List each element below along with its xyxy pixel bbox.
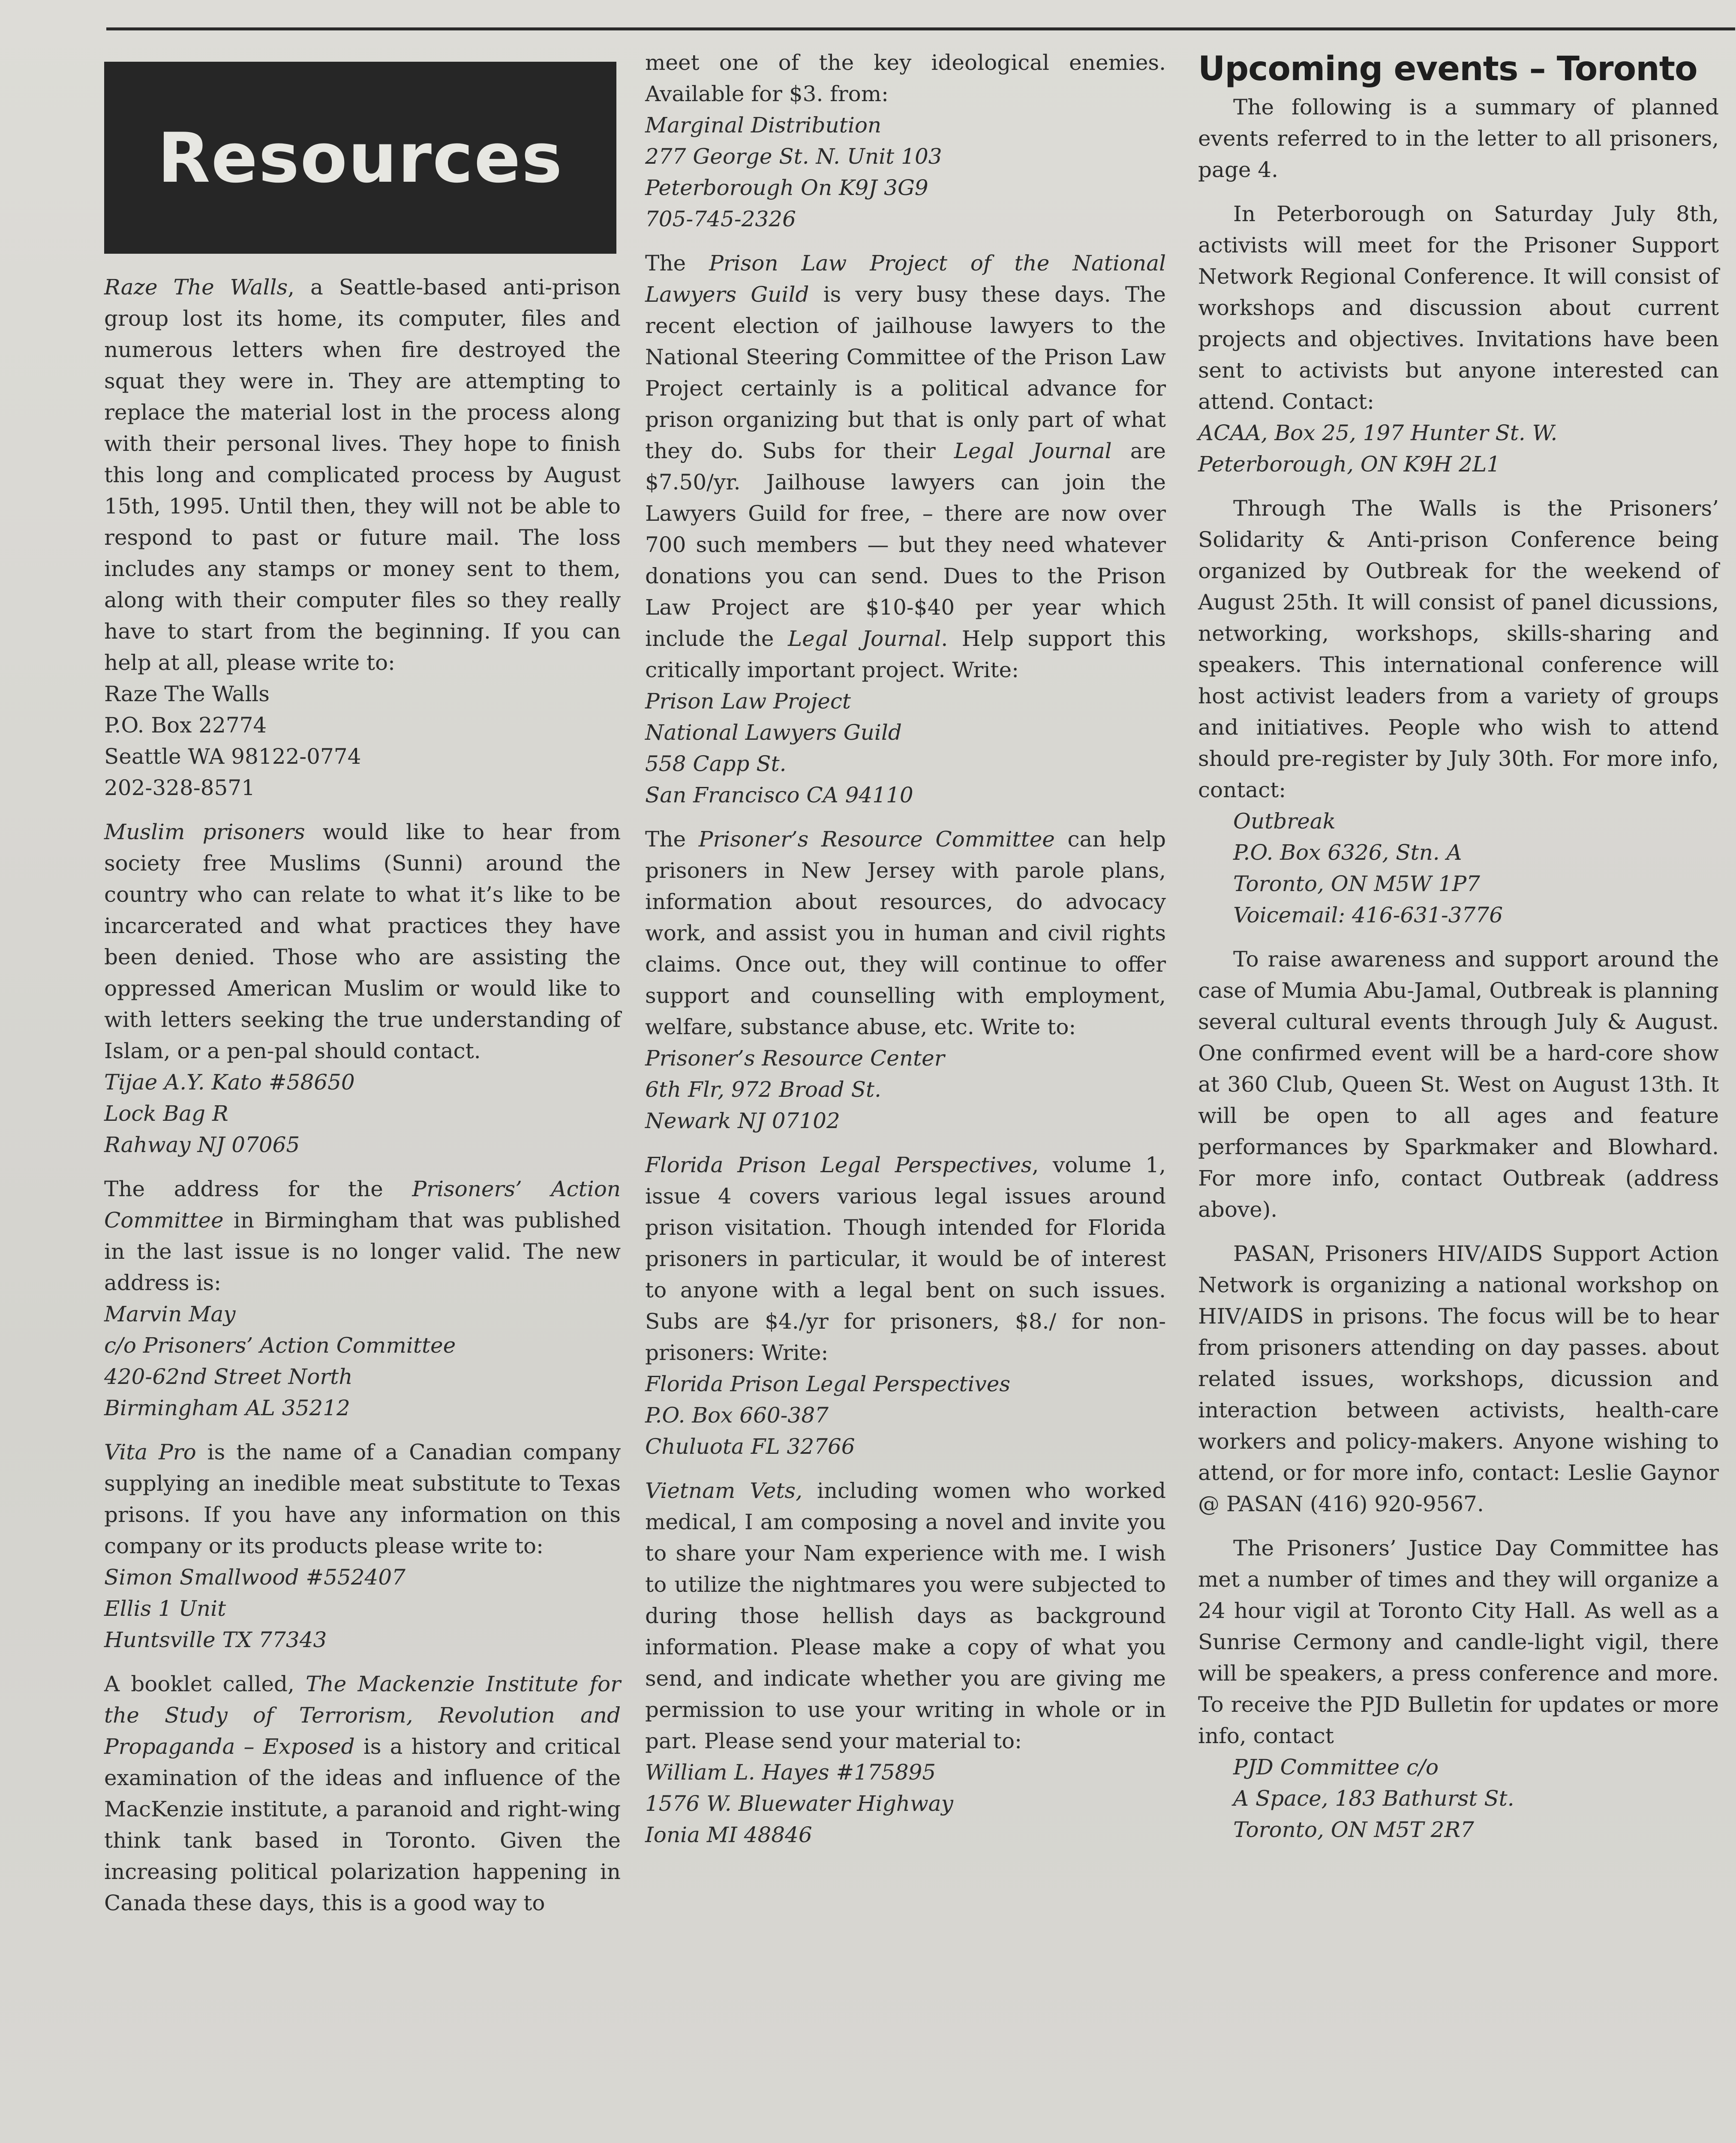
prisoners-resource-committee-item: The Prisoner’s Resource Committee can help prisoners in New Jersey with parole plans, information about resources, do advocacy work, and assist you in human and civil rights claims. Once out, they will continue to offer support and counselling with employment, welfare, substance abuse, etc. Write to: Prisoner’s Resource Center 6th Flr, 972 Broad St. Newark NJ 07102 — [645, 824, 1166, 1137]
address-line: A Space, 183 Bathurst St. — [1233, 1786, 1514, 1811]
address-line: Raze The Walls — [104, 681, 270, 706]
address-line: 202-328-8571 — [104, 775, 255, 800]
prisoners-action-committee-item: The address for the Prisoners’ Action Committee in Birmingham that was published in the last issue is no longer valid. The new address is: Marvin May c/o Prisoners’ Action Committee 420-62nd Street North Birmingham AL 35212 — [104, 1174, 621, 1424]
muslim-prisoners-item: Muslim prisoners would like to hear from society free Muslims (Sunni) around the country who can relate to what it’s like to be incarcerated and what practices they have been denied. Those who are assisting the oppressed American Muslim or would like to with letters seeking the true understanding of Islam, or a pen-pal should contact. Tijae A.Y. Kato #58650 Lock Bag R Rahway NJ 07065 — [104, 816, 621, 1161]
events-heading: Upcoming events – Toronto — [1198, 50, 1697, 88]
vietnam-vets-item: Vietnam Vets, including women who worked medical, I am composing a novel and invite you to share your Nam experience with me. I wish to utilize the nightmares you were subjected to during those hellish days as background information. Please make a copy of what you send, and indicate whether you are giving me permission to use your writing in whole or in part. Please send your material to: William L. Hayes #175895 1576 W. Bluewater Highway Ionia MI 48846 — [645, 1475, 1166, 1851]
address-line: 277 George St. N. Unit 103 — [645, 144, 942, 169]
pjd-event: The Prisoners’ Justice Day Committee has met a number of times and they will organize a 24 hour vigil at Toronto City Hall. As well as a Sunrise Cermony and candle-light vigil, there will be speakers, a press conference and more. To receive the PJD Bulletin for updates or more info, contact PJD Committee c/o A Space, 183 Bathurst St. Toronto, ON M5T 2R7 — [1198, 1533, 1719, 1846]
title-box — [104, 62, 616, 254]
address-line: 558 Capp St. — [645, 751, 787, 776]
events-intro: The following is a summary of planned events referred to in the letter to all prisoners, page 4. — [1198, 95, 1719, 182]
address-line: Huntsville TX 77343 — [104, 1627, 327, 1652]
address-line: Ionia MI 48846 — [645, 1822, 812, 1847]
raze-the-walls-item: Raze The Walls, a Seattle-based anti-prison group lost its home, its computer, files and numerous letters when fire destroyed the squat they were in. They are attempting to replace the material lost in the process along with their personal lives. They hope to finish this long and complicated process by August 15th, 1995. Until then, they will not be able to respond to past or future mail. The loss includes any stamps or money sent to them, along with their computer files so they really have to start from the beginning. If you can help at all, please write to: Raze The Walls P.O. Box 22774 Seattle WA 98122-0774 202-328-8571 — [104, 272, 621, 804]
address-line: Ellis 1 Unit — [104, 1596, 226, 1621]
address-line: Simon Smallwood #552407 — [104, 1565, 405, 1590]
address-line: San Francisco CA 94110 — [645, 783, 913, 807]
address-line: Rahway NJ 07065 — [104, 1132, 300, 1157]
address-line: P.O. Box 6326, Stn. A — [1233, 840, 1462, 865]
column-middle — [645, 47, 1166, 1864]
address-line: P.O. Box 22774 — [104, 713, 267, 738]
address-line: Lock Bag R — [104, 1101, 228, 1126]
address-line: Florida Prison Legal Perspectives — [645, 1372, 1011, 1396]
through-the-walls-event: Through The Walls is the Prisoners’ Solidarity & Anti-prison Conference being organized by Outbreak for the weekend of August 25th. It will consist of panel dicussions, networking, workshops, skills-sharing and speakers. This international conference will host activist leaders from a variety of groups and initiatives. People who wish to attend should pre-register by July 30th. For more info, contact: Outbreak P.O. Box 6326, Stn. A Toronto, ON M5W 1P7 Voicemail: 416-631-3776 — [1198, 493, 1719, 931]
address-line: 705-745-2326 — [645, 207, 796, 231]
address-line: c/o Prisoners’ Action Committee — [104, 1333, 456, 1358]
address-line: 6th Flr, 972 Broad St. — [645, 1077, 881, 1102]
address-line: 420-62nd Street North — [104, 1364, 353, 1389]
address-line: National Lawyers Guild — [645, 720, 902, 745]
page-title: Resources — [157, 117, 563, 198]
column-right — [1198, 47, 1719, 1858]
address-line: Tijae A.Y. Kato #58650 — [104, 1070, 355, 1095]
address-line: Chuluota FL 32766 — [645, 1434, 855, 1459]
vita-pro-item: Vita Pro is the name of a Canadian company supplying an inedible meat substitute to Texas prisons. If you have any information on this company or its products please write to: Simon Smallwood #552407 Ellis 1 Unit Huntsville TX 77343 — [104, 1437, 621, 1656]
address-line: 1576 W. Bluewater Highway — [645, 1791, 953, 1816]
address-line: Voicemail: 416-631-3776 — [1233, 903, 1503, 927]
peterborough-event: In Peterborough on Saturday July 8th, activists will meet for the Prisoner Support Network Regional Conference. It will consist of workshops and discussion about current projects and objectives. Invitations have been sent to activists but anyone interested can attend. Contact: ACAA, Box 25, 197 Hunter St. W. Peterborough, ON K9H 2L1 — [1198, 198, 1719, 480]
prison-law-project-item: The Prison Law Project of the National Lawyers Guild is very busy these days. The recent election of jailhouse lawyers to the National Steering Committee of the Prison Law Project certainly is a political advance for prison organizing but that is only part of what they do. Subs for their Legal Journal are $7.50/yr. Jailhouse lawyers can join the Lawyers Guild for free, – there are now over 700 such members — but they need whatever donations you can send. Dues to the Prison Law Project are $10-$40 per year which include the Legal Journal. Help support this critically important project. Write: Prison Law Project National Lawyers Guild 558 Capp St. San Francisco CA 94110 — [645, 248, 1166, 811]
address-line: P.O. Box 660-387 — [645, 1403, 829, 1428]
address-line: William L. Hayes #175895 — [645, 1760, 936, 1785]
mackenzie-booklet-item: A booklet called, The Mackenzie Institute for the Study of Terrorism, Revolution and Propaganda – Exposed is a history and critical examination of the ideas and influence of the MacKenzie institute, a paranoid and right-wing think tank based in Toronto. Given the increasing political polarization happening in Canada these days, this is a good way to — [104, 1672, 621, 1915]
address-line: Peterborough On K9J 3G9 — [645, 175, 928, 200]
florida-prison-legal-item: Florida Prison Legal Perspectives, volume 1, issue 4 covers various legal issues around prison visitation. Though intended for Florida prisoners in particular, it would be of interest to anyone with a legal bent on such issues. Subs are $4./yr for prisoners, $8./ for non-prisoners: Write: Florida Prison Legal Perspectives P.O. Box 660-387 Chuluota FL 32766 — [645, 1150, 1166, 1462]
address-line: Seattle WA 98122-0774 — [104, 744, 361, 769]
mumia-event: To raise awareness and support around the case of Mumia Abu-Jamal, Outbreak is planning several cultural events through July & August. One confirmed event will be a hard-core show at 360 Club, Queen St. West on August 13th. It will be open to all ages and feature performances by Sparkmaker and Blowhard. For more info, contact Outbreak (address above). — [1198, 947, 1719, 1222]
pasan-event: PASAN, Prisoners HIV/AIDS Support Action Network is organizing a national workshop on HIV/AIDS in prisons. The focus will be to hear from prisoners attending on day passes. about related issues, workshops, dicussion and interaction between activists, health-care workers and policy-makers. Anyone wishing to attend, or for more info, contact: Leslie Gaynor @ PASAN (416) 920-9567. — [1198, 1241, 1719, 1516]
column-left — [104, 47, 621, 1932]
address-line: Peterborough, ON K9H 2L1 — [1198, 452, 1501, 477]
address-line: ACAA, Box 25, 197 Hunter St. W. — [1198, 420, 1558, 445]
mackenzie-booklet-continued: meet one of the key ideological enemies. Available for $3. from: Marginal Distribution 277 George St. N. Unit 103 Peterborough On K9J 3G9 705-745-2326 — [645, 47, 1166, 235]
address-line: Toronto, ON M5T 2R7 — [1233, 1817, 1474, 1842]
address-line: Toronto, ON M5W 1P7 — [1233, 871, 1480, 896]
address-line: Prisoner’s Resource Center — [645, 1046, 945, 1071]
address-line: Birmingham AL 35212 — [104, 1396, 350, 1420]
address-line: Marginal Distribution — [645, 113, 882, 138]
address-line: Outbreak — [1233, 809, 1336, 834]
address-line: Newark NJ 07102 — [645, 1108, 840, 1133]
address-line: Prison Law Project — [645, 689, 851, 714]
top-rule — [106, 27, 1735, 30]
address-line: Marvin May — [104, 1302, 236, 1327]
address-line: PJD Committee c/o — [1233, 1755, 1439, 1780]
